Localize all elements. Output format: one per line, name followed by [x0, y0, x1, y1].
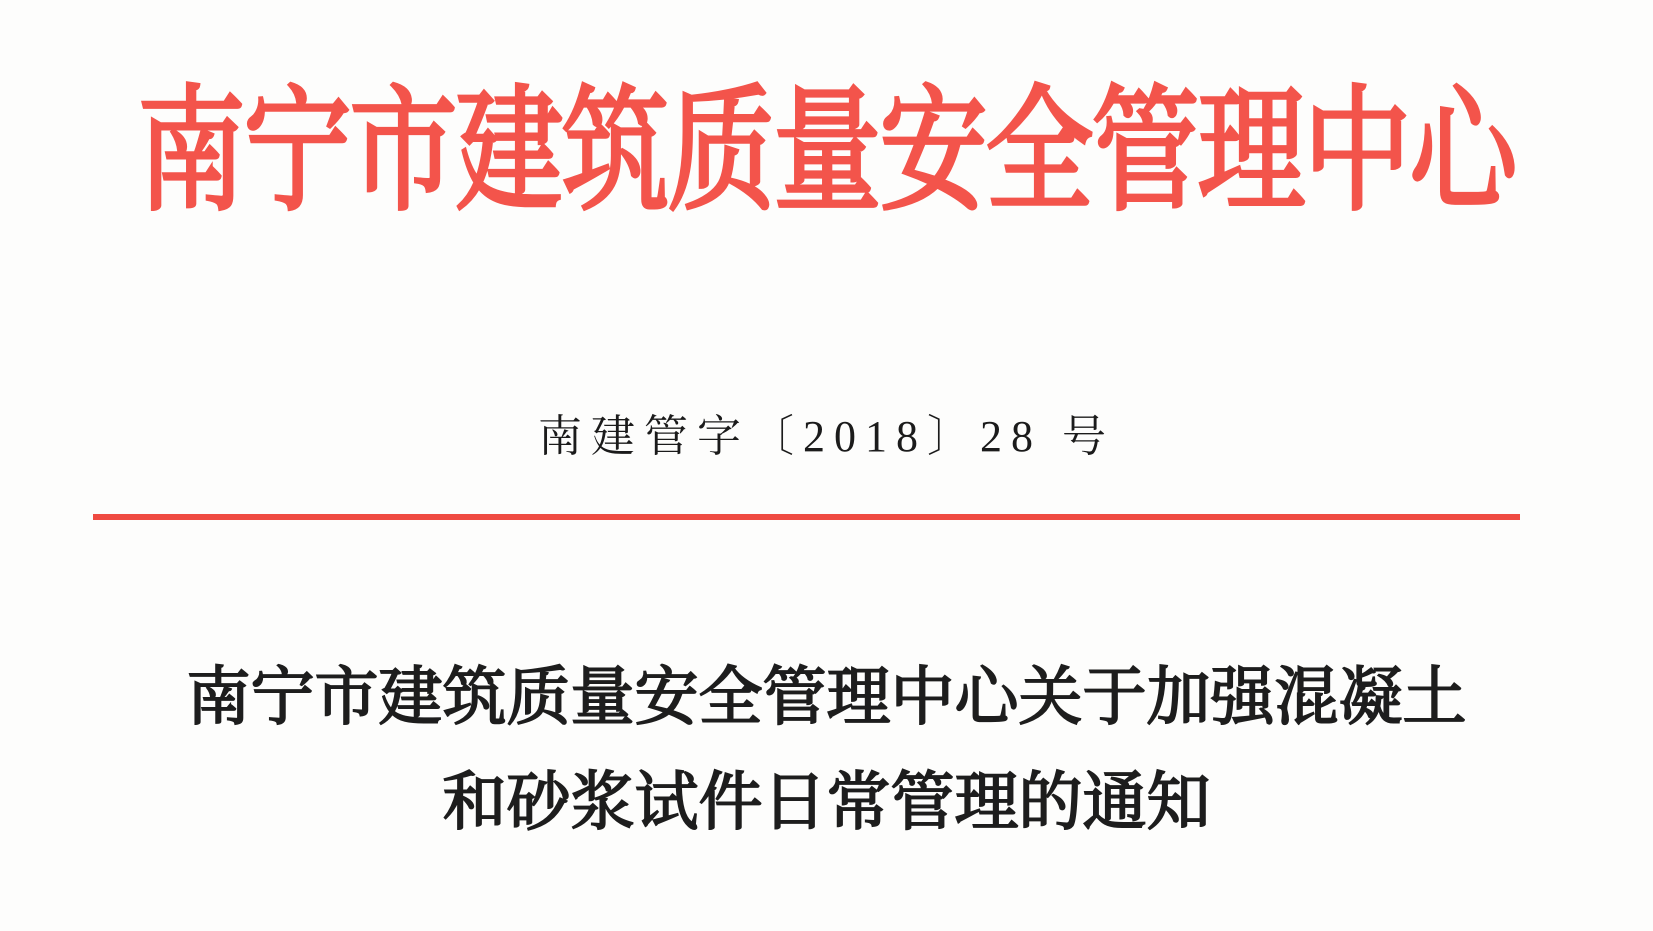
red-divider-rule — [93, 514, 1520, 520]
notice-title — [0, 645, 1653, 855]
notice-title-line2: 和砂浆试件日常管理的通知 — [442, 767, 1211, 838]
letterhead-agency-title: 南宁市建筑质量安全管理中心 — [137, 78, 1516, 229]
notice-title-line1: 南宁市建筑质量安全管理中心关于加强混凝土 — [186, 662, 1467, 733]
document-reference-number: 南建管字〔2018〕28 号 — [538, 412, 1115, 461]
